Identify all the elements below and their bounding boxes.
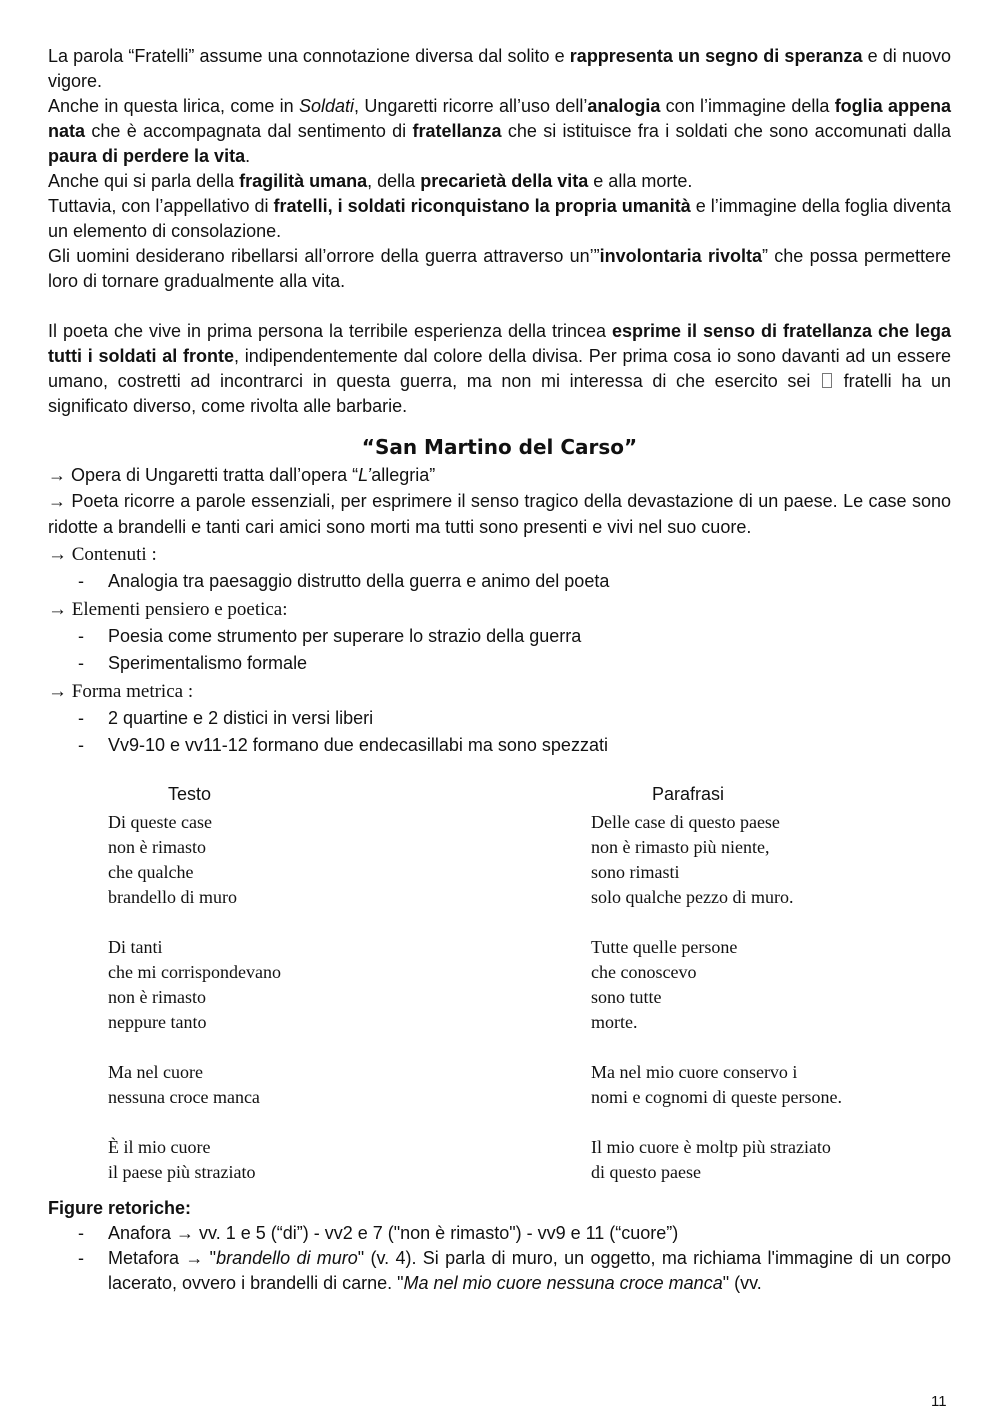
- parafrasi-column: [591, 810, 842, 1185]
- forma-heading: → Forma metrica :: [48, 681, 194, 702]
- testo-stanza: [108, 1135, 281, 1185]
- contenuti-heading: → Contenuti :: [48, 544, 157, 565]
- parafrasi-stanza: [591, 810, 842, 910]
- verse-line: il paese più straziato: [108, 1162, 256, 1182]
- list-item: - Sperimentalismo formale: [48, 650, 951, 677]
- contenuti-list: [48, 568, 951, 595]
- figure-retoriche-list: [48, 1221, 951, 1296]
- verse-line: che qualche: [108, 862, 194, 882]
- paraphrase-line: di questo paese: [591, 1162, 701, 1182]
- list-item: - Analogia tra paesaggio distrutto della guerra e animo del poeta: [48, 568, 951, 595]
- parafrasi-stanza: [591, 1135, 842, 1185]
- paragraph-rivolta: Gli uomini desiderano ribellarsi all’orrore della guerra attraverso un’”involontaria rivolta” che possa permettere loro di tornare gradualmente alla vita.: [48, 246, 951, 291]
- elementi-list: [48, 623, 951, 677]
- verse-line: non è rimasto: [108, 837, 206, 857]
- paraphrase-line: Tutte quelle persone: [591, 937, 738, 957]
- page-number: 11: [931, 1393, 947, 1410]
- testo-stanza: [108, 1060, 281, 1110]
- parafrasi-stanza: [591, 1060, 842, 1110]
- list-item: - Metafora → "brandello di muro" (v. 4). Si parla di muro, un oggetto, ma richiama l'immagine di un corpo lacerato, ovvero i brandelli di carne. "Ma nel mio cuore nessuna croce manca" (vv.: [48, 1246, 951, 1296]
- paragraph-trincea: Il poeta che vive in prima persona la terribile esperienza della trincea esprime il senso di fratellanza che lega tutti i soldati al fronte, indipendentemente dal colore della divisa. Per prima cosa io sono davanti ad un essere umano, costretti ad incontrarci in questa guerra, ma non mi interessa di che esercito sei fratelli ha un significato diverso, come rivolta alle barbarie.: [48, 321, 952, 416]
- verse-line: che mi corrispondevano: [108, 962, 281, 982]
- paraphrase-line: sono rimasti: [591, 862, 680, 882]
- list-item: - Anafora → vv. 1 e 5 (“di”) - vv2 e 7 ("non è rimasto") - vv9 e 11 (“cuore”): [48, 1221, 951, 1246]
- paragraph-appellativo: Tuttavia, con l’appellativo di fratelli, i soldati riconquistano la propria umanità e l’immagine della foglia diventa un elemento di consolazione.: [48, 196, 951, 241]
- testo-column: [108, 810, 281, 1185]
- verse-line: È il mio cuore: [108, 1137, 211, 1157]
- missing-glyph-icon: [822, 373, 832, 388]
- verse-line: neppure tanto: [108, 1012, 207, 1032]
- list-item: - 2 quartine e 2 distici in versi liberi: [48, 705, 951, 732]
- paraphrase-line: Ma nel mio cuore conservo i: [591, 1062, 798, 1082]
- paraphrase-line: morte.: [591, 1012, 638, 1032]
- verse-line: Di queste case: [108, 812, 212, 832]
- list-item: - Vv9-10 e vv11-12 formano due endecasillabi ma sono spezzati: [48, 732, 951, 759]
- document-page: [48, 44, 951, 1296]
- testo-header: Testo: [168, 784, 212, 804]
- paraphrase-line: Il mio cuore è moltp più straziato: [591, 1137, 831, 1157]
- paragraph-analogia: Anche in questa lirica, come in Soldati, Ungaretti ricorre all’uso dell’analogia con l’immagine della foglia appena nata che è accompagnata dal sentimento di fratellanza che si istituisce fra i soldati che sono accomunati dalla paura di perdere la vita.: [48, 96, 952, 166]
- paragraph-gap: [48, 294, 951, 319]
- list-item: - Poesia come strumento per superare lo strazio della guerra: [48, 623, 951, 650]
- verse-line: non è rimasto: [108, 987, 206, 1007]
- paraphrase-line: non è rimasto più niente,: [591, 837, 770, 857]
- paraphrase-line: nomi e cognomi di queste persone.: [591, 1087, 842, 1107]
- paraphrase-line: Delle case di questo paese: [591, 812, 780, 832]
- poem-table: [48, 782, 951, 1192]
- arrow-line-poeta: → Poeta ricorre a parole essenziali, per esprimere il senso tragico della devastazione di un paese. Le case sono ridotte a brandelli e tanti cari amici sono morti ma tutti sono presenti e vivi nel suo cuore.: [48, 491, 951, 537]
- elementi-heading: → Elementi pensiero e poetica:: [48, 599, 288, 620]
- verse-line: brandello di muro: [108, 887, 237, 907]
- parafrasi-stanza: [591, 935, 842, 1035]
- figure-retoriche-heading: Figure retoriche:: [48, 1198, 192, 1218]
- paraphrase-line: solo qualche pezzo di muro.: [591, 887, 794, 907]
- verse-line: Ma nel cuore: [108, 1062, 203, 1082]
- arrow-line-opera: → Opera di Ungaretti tratta dall’opera “L’allegria”: [48, 465, 436, 485]
- paraphrase-line: sono tutte: [591, 987, 662, 1007]
- paragraph-fratelli: La parola “Fratelli” assume una connotazione diversa dal solito e rappresenta un segno di speranza e di nuovo vigore.: [48, 46, 952, 91]
- verse-line: nessuna croce manca: [108, 1087, 260, 1107]
- paraphrase-line: che conoscevo: [591, 962, 697, 982]
- testo-stanza: [108, 810, 281, 910]
- forma-list: [48, 705, 951, 759]
- verse-line: Di tanti: [108, 937, 163, 957]
- section-title: “San Martino del Carso”: [361, 435, 638, 459]
- paragraph-fragilita: Anche qui si parla della fragilità umana, della precarietà della vita e alla morte.: [48, 171, 693, 191]
- testo-stanza: [108, 935, 281, 1035]
- parafrasi-header: Parafrasi: [652, 784, 725, 804]
